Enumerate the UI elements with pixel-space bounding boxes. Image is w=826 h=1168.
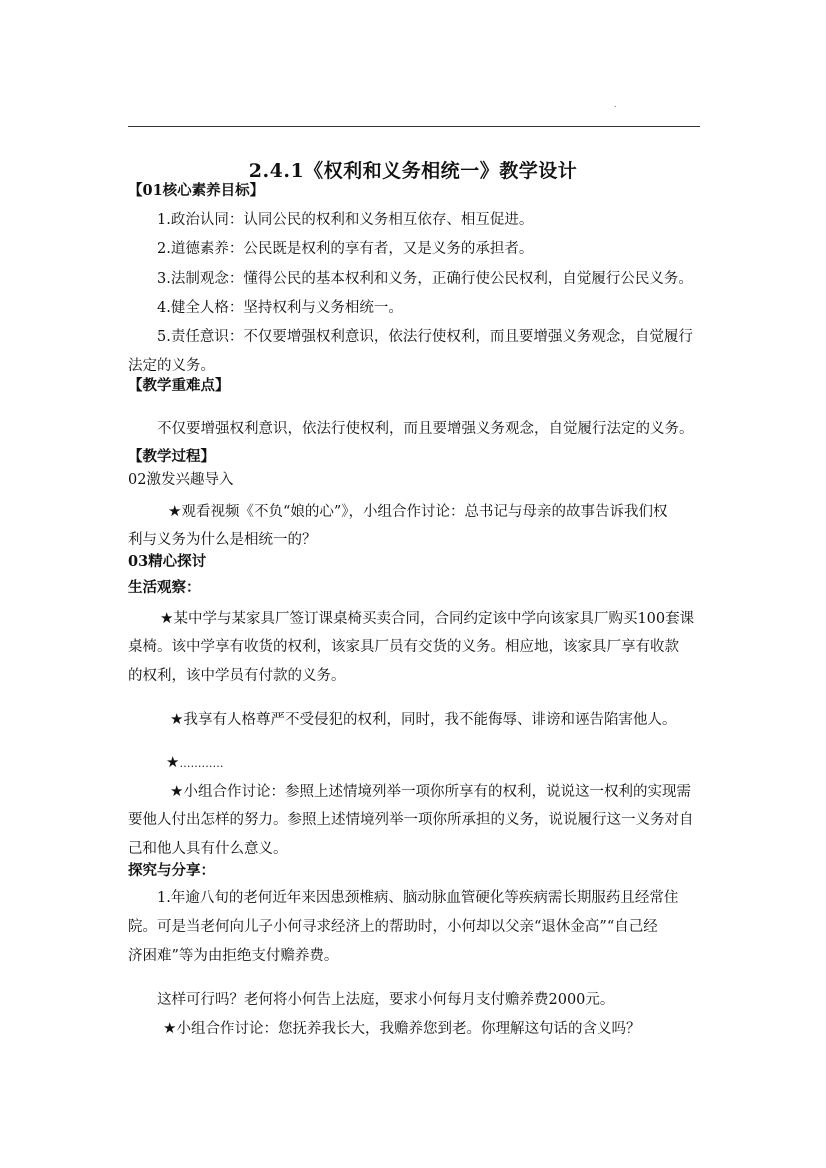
objective-item: 4.健全人格：坚持权利与义务相统一。 [157, 300, 403, 316]
page-title: 2.4.1《权利和义务相统一》教学设计 [248, 160, 578, 182]
case1-line [160, 608, 694, 629]
header-rule [128, 126, 700, 127]
share-line-continued: 院。可是当老何向儿子小何寻求经济上的帮助时，小何却以父亲“退休金高”“自己经 [128, 919, 658, 935]
case1-text: 某中学与某家具厂签订课桌椅买卖合同，合同约定该中学向该家具厂购买100套课 [173, 611, 695, 627]
life-observation-heading: 生活观察： [128, 579, 201, 596]
section-heading-objectives: 【01核心素养目标】 [128, 182, 265, 199]
section-heading-process: 【教学过程】 [128, 448, 215, 465]
discussion-line-continued: 己和他人具有什么意义。 [128, 841, 288, 857]
star-icon: ★ [170, 782, 184, 800]
intro-line-continued: 利与义务为什么是相统一的？ [128, 532, 317, 548]
ellipsis-text: ………… [179, 757, 224, 770]
objective-item: 1.政治认同：认同公民的权利和义务相互依存、相互促进。 [157, 212, 534, 228]
star-icon: ★ [168, 502, 182, 520]
objective-item-continued: 法定的义务。 [128, 358, 215, 374]
share-line-continued: 济困难”等为由拒绝支付赡养费。 [128, 948, 339, 964]
intro-text: 观看视频《不负“娘的心”》，小组合作讨论：总书记与母亲的故事告诉我们权 [181, 504, 668, 520]
objective-item: 3.法制观念：懂得公民的基本权利和义务，正确行使公民权利，自觉履行公民义务。 [157, 271, 693, 287]
star-icon: ★ [163, 1019, 177, 1037]
key-points-text: 不仅要增强权利意识，依法行使权利，而且要增强义务观念，自觉履行法定的义务。 [157, 421, 694, 437]
case2-line [170, 709, 676, 730]
share-line: 1.年逾八旬的老何近年来因患颈椎病、脑动脉血管硬化等疾病需长期服药且经常住 [157, 890, 679, 906]
discussion-text: 小组合作讨论：参照上述情境列举一项你所享有的权利，说说这一权利的实现需 [183, 784, 691, 800]
discussion-line [170, 781, 691, 802]
objective-item: 2.道德素养：公民既是权利的享有者，又是义务的承担者。 [157, 241, 534, 257]
star-icon: ★ [166, 753, 180, 771]
section-heading-key-points: 【教学重难点】 [128, 377, 230, 394]
explore-heading: 03精心探讨 [128, 553, 207, 570]
objective-item: 5.责任意识：不仅要增强权利意识，依法行使权利，而且要增强义务观念，自觉履行 [157, 329, 693, 345]
case1-line-continued: 桌椅。该中学享有收货的权利，该家具厂员有交货的义务。相应地，该家具厂享有收款 [128, 639, 679, 655]
intro-heading: 02激发兴趣导入 [128, 472, 234, 488]
header-mark: . [614, 100, 617, 109]
ellipsis-line [166, 752, 223, 774]
discussion-line-continued: 要他人付出怎样的努力。参照上述情境列举一项你所承担的义务，说说履行这一义务对自 [128, 812, 694, 828]
explore-share-heading: 探究与分享： [128, 862, 215, 879]
question-text: 这样可行吗？老何将小何告上法庭，要求小何每月支付赡养费2000元。 [157, 992, 615, 1008]
intro-line [168, 501, 668, 522]
star-icon: ★ [170, 710, 184, 728]
discussion2-text: 小组合作讨论：您抚养我长大，我赡养您到老。你理解这句话的含义吗？ [176, 1021, 641, 1037]
star-icon: ★ [160, 609, 174, 627]
case1-line-continued: 的权利，该中学员有付款的义务。 [128, 668, 346, 684]
case2-text: 我享有人格尊严不受侵犯的权利，同时，我不能侮辱、诽谤和诬告陷害他人。 [183, 712, 677, 728]
discussion2-line [163, 1018, 640, 1039]
